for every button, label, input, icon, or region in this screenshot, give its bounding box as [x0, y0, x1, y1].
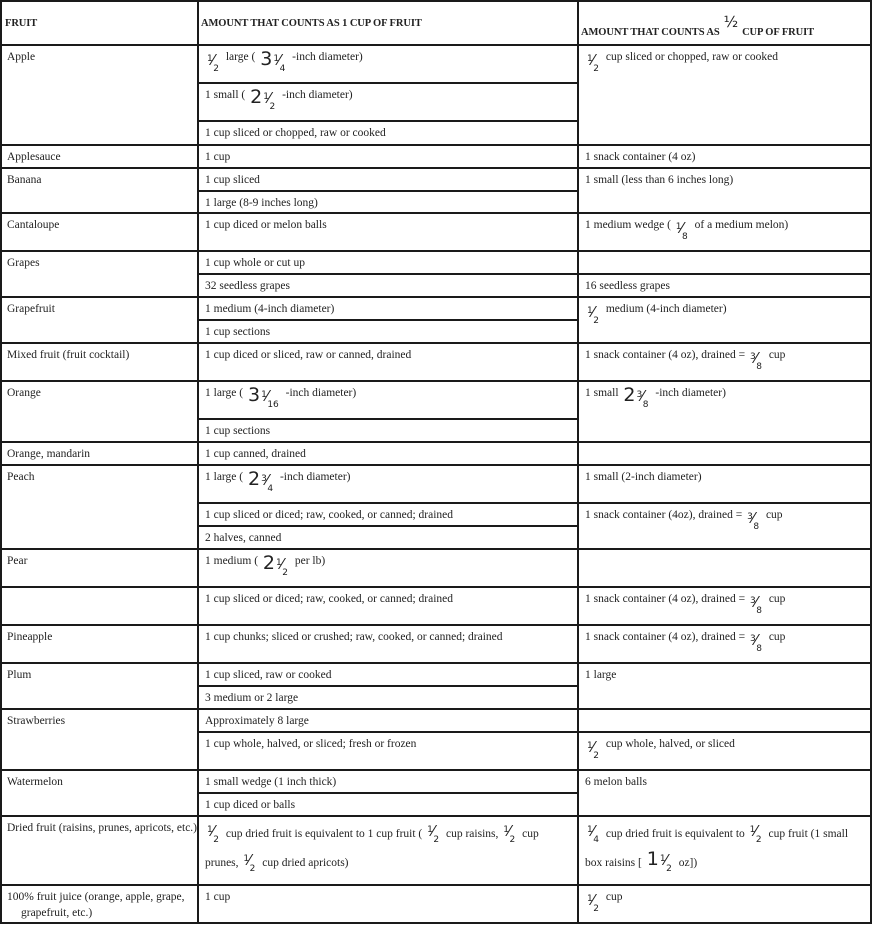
half-cup-amount: $1⁄_2$ cup whole, halved, or sliced — [587, 738, 735, 761]
fraction: $3⁄_8$ — [749, 349, 762, 372]
sub-row-divider — [577, 502, 870, 504]
row-divider — [0, 342, 872, 344]
half-cup-amount: 1 small $23⁄_8$ -inch diameter) — [585, 384, 726, 410]
row-divider — [0, 884, 872, 886]
one-cup-amount: 1 cup sliced, raw or cooked — [205, 669, 332, 681]
fraction: $21⁄_2$ — [250, 86, 276, 112]
half-cup-amount: $1⁄_4$ cup dried fruit is equivalent to $1⁄_2$ cup fruit (1 small box raisins [ $11⁄_2$ oz]) — [585, 822, 849, 874]
row-divider — [0, 250, 872, 252]
one-cup-amount: 1 cup sliced or diced; raw, cooked, or canned; drained — [205, 593, 454, 605]
one-cup-amount: 1 cup diced or sliced, raw or canned, drained — [205, 349, 412, 361]
sub-row-divider — [197, 273, 577, 275]
fruit-name: Banana — [7, 174, 42, 186]
one-cup-amount: 1 large ( $31⁄_{16}$ -inch diameter) — [205, 384, 357, 410]
fruit-name: Applesauce — [7, 151, 61, 163]
fraction: $3⁄_8$ — [749, 593, 762, 616]
fruit-name: Orange — [7, 387, 41, 399]
fraction: $23⁄_8$ — [623, 384, 649, 410]
half-cup-amount: 1 snack container (4 oz), drained = $3⁄_8$ cup — [585, 593, 786, 616]
one-cup-amount: 1 small ( $21⁄_2$ -inch diameter) — [205, 86, 353, 112]
one-cup-amount: 1 cup sections — [205, 425, 271, 437]
half-cup-amount: 1 snack container (4oz), drained = $3⁄_8$ cup — [585, 509, 783, 532]
sub-row-divider — [197, 731, 577, 733]
fraction: $21⁄_2$ — [262, 552, 288, 578]
one-cup-amount: 1 cup chunks; sliced or crushed; raw, cooked, or canned; drained — [205, 631, 503, 643]
sub-row-divider — [197, 319, 577, 321]
fraction: $3⁄_8$ — [747, 509, 760, 532]
fraction: $1⁄_2$ — [207, 822, 219, 845]
one-cup-amount: 1 cup diced or melon balls — [205, 219, 327, 231]
fruit-name: Mixed fruit (fruit cocktail) — [7, 349, 130, 361]
fruit-name: Pear — [7, 555, 28, 567]
fraction: $1⁄_2$ — [749, 822, 762, 845]
half-cup-amount: $1⁄_2$ cup sliced or chopped, raw or cooked — [587, 51, 778, 74]
one-cup-amount: 1 cup sections — [205, 326, 271, 338]
row-divider — [0, 769, 872, 771]
one-cup-amount: 1 cup sliced or chopped, raw or cooked — [205, 127, 386, 139]
fruit-name: Plum — [7, 669, 32, 681]
row-divider — [0, 815, 872, 817]
one-cup-amount: $1⁄_2$ large ( $31⁄_4$ -inch diameter) — [207, 48, 363, 74]
half-cup-amount: $1⁄_2$ medium (4-inch diameter) — [587, 303, 727, 326]
one-cup-amount: $1⁄_2$ cup dried fruit is equivalent to 1 cup fruit ( $1⁄_2$ cup raisins, $1⁄_2$ cup prunes, $1⁄_2$ cup dried apricots) — [205, 822, 539, 874]
one-cup-amount: 1 large ( $23⁄_4$ -inch diameter) — [205, 468, 351, 494]
half-cup-amount: 1 small (less than 6 inches long) — [585, 174, 734, 186]
one-cup-amount: 1 cup — [205, 891, 231, 903]
half-cup-amount: 1 small (2-inch diameter) — [585, 471, 702, 483]
fraction: $1⁄_2$ — [503, 822, 516, 845]
half-cup-amount: 1 snack container (4 oz) — [585, 151, 696, 163]
header-fruit: FRUIT — [5, 18, 38, 29]
fraction: $1⁄_2$ — [587, 303, 599, 326]
one-cup-amount: 32 seedless grapes — [205, 280, 290, 292]
row-divider — [0, 296, 872, 298]
half-cup-amount: 1 snack container (4 oz), drained = $3⁄_8$ cup — [585, 631, 786, 654]
sub-row-divider — [197, 82, 577, 84]
fruit-name: Strawberries — [7, 715, 66, 727]
sub-row-divider — [197, 792, 577, 794]
fraction: $1⁄_2$ — [587, 891, 599, 914]
row-divider — [0, 662, 872, 664]
one-cup-amount: Approximately 8 large — [205, 715, 309, 727]
header-one-cup: AMOUNT THAT COUNTS AS 1 CUP OF FRUIT — [201, 18, 422, 29]
one-cup-amount: 1 cup whole or cut up — [205, 257, 305, 269]
fraction: $1⁄_2$ — [427, 822, 440, 845]
half-cup-amount: 1 snack container (4 oz), drained = $3⁄_8$ cup — [585, 349, 786, 372]
table-bottom-border — [0, 922, 872, 924]
fraction: $1⁄_2$ — [207, 51, 219, 74]
sub-row-divider — [197, 685, 577, 687]
row-divider — [0, 624, 872, 626]
half-cup-amount: $1⁄_2$ cup — [587, 891, 623, 914]
fraction: $1⁄_2$ — [243, 851, 256, 874]
fraction: $23⁄_4$ — [247, 468, 274, 494]
table-top-border — [0, 0, 872, 2]
sub-row-divider — [577, 731, 870, 733]
column-divider — [577, 0, 579, 924]
fraction: $31⁄_{16}$ — [247, 384, 279, 410]
header-half-cup-suffix: CUP OF FRUIT — [742, 27, 814, 38]
fruit-name: Orange, mandarin — [7, 448, 91, 460]
fraction: $1⁄_4$ — [587, 822, 599, 845]
row-divider — [0, 708, 872, 710]
one-cup-amount: 1 cup canned, drained — [205, 448, 306, 460]
half-cup-amount: 1 medium wedge ( $1⁄_8$ of a medium melon) — [585, 219, 789, 242]
fraction: $1⁄_8$ — [675, 219, 688, 242]
one-cup-amount: 1 cup whole, halved, or sliced; fresh or frozen — [205, 738, 417, 750]
row-divider — [0, 380, 872, 382]
one-cup-amount: 3 medium or 2 large — [205, 692, 299, 704]
half-cup-amount: 1 large — [585, 669, 617, 681]
row-divider — [0, 464, 872, 466]
one-cup-amount: 1 medium (4-inch diameter) — [205, 303, 335, 315]
row-divider — [0, 212, 872, 214]
sub-row-divider — [197, 418, 577, 420]
one-cup-amount: 2 halves, canned — [205, 532, 282, 544]
half-cup-amount: 16 seedless grapes — [585, 280, 670, 292]
fraction: $3⁄_8$ — [749, 631, 762, 654]
header-half-cup — [581, 13, 814, 41]
fruit-name: 100% fruit juice (orange, apple, grape, grapefruit, etc.) — [7, 891, 185, 919]
column-divider — [0, 0, 2, 924]
one-cup-amount: 1 cup sliced — [205, 174, 260, 186]
one-cup-amount: 1 small wedge (1 inch thick) — [205, 776, 337, 788]
one-cup-amount: 1 cup sliced or diced; raw, cooked, or canned; drained — [205, 509, 454, 521]
header-half-fraction: ½ — [723, 13, 739, 31]
sub-row-divider — [197, 120, 577, 122]
fraction: $11⁄_2$ — [646, 848, 672, 874]
fruit-name: Cantaloupe — [7, 219, 60, 231]
fruit-name: Grapefruit — [7, 303, 55, 315]
fruit-name: Dried fruit (raisins, prunes, apricots, etc.) — [7, 822, 198, 834]
row-divider — [0, 586, 872, 588]
fruit-name: Apple — [7, 51, 36, 63]
fraction: $1⁄_2$ — [587, 51, 599, 74]
fruit-name: Watermelon — [7, 776, 63, 788]
one-cup-amount: 1 medium ( $21⁄_2$ per lb) — [205, 552, 326, 578]
fruit-name: Grapes — [7, 257, 40, 269]
column-divider — [197, 0, 199, 924]
one-cup-amount: 1 cup — [205, 151, 231, 163]
one-cup-amount: 1 cup diced or balls — [205, 799, 296, 811]
half-cup-amount: 6 melon balls — [585, 776, 647, 788]
one-cup-amount: 1 large (8-9 inches long) — [205, 197, 318, 209]
fraction: $31⁄_4$ — [260, 48, 286, 74]
row-divider — [0, 441, 872, 443]
row-divider — [0, 144, 872, 146]
fraction: $1⁄_2$ — [587, 738, 599, 761]
row-divider — [0, 167, 872, 169]
sub-row-divider — [197, 502, 577, 504]
sub-row-divider — [197, 525, 577, 527]
fruit-name: Pineapple — [7, 631, 53, 643]
sub-row-divider — [577, 273, 870, 275]
row-divider — [0, 548, 872, 550]
row-divider — [0, 44, 872, 46]
sub-row-divider — [197, 190, 577, 192]
header-half-cup-prefix: AMOUNT THAT COUNTS AS — [581, 27, 720, 38]
fruit-name: Peach — [7, 471, 35, 483]
